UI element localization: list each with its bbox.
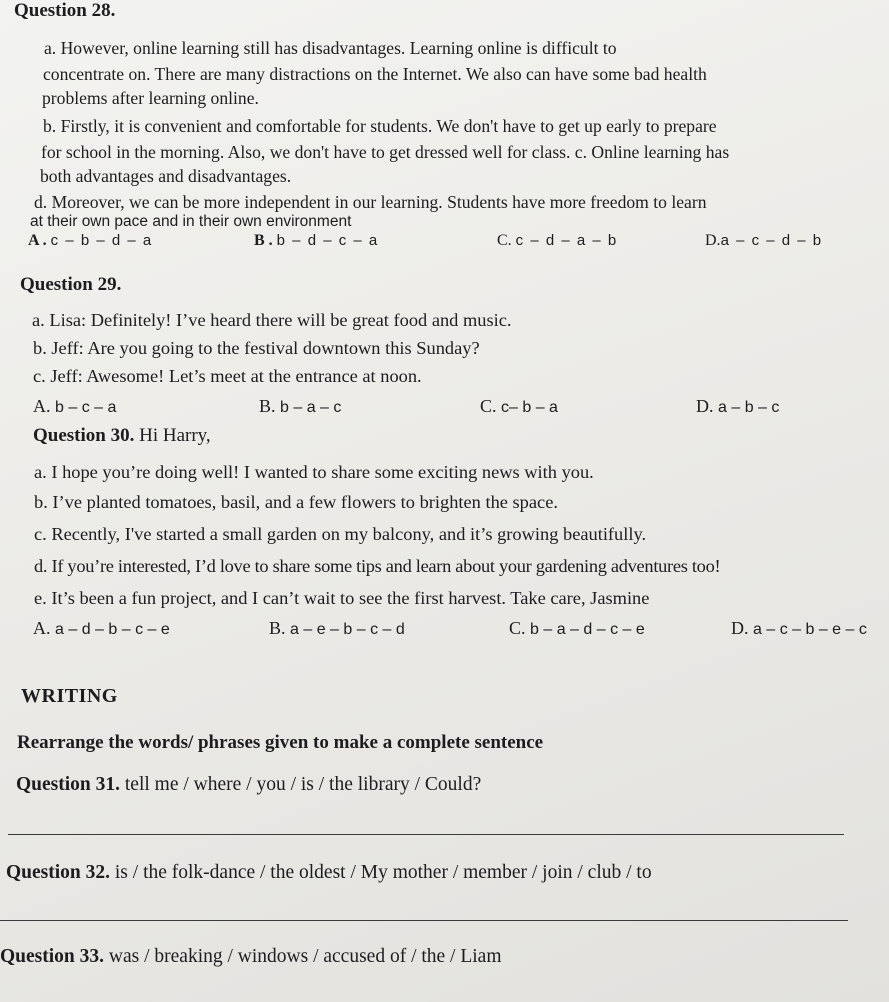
- option-text: a – e – b – c – d: [290, 621, 405, 638]
- q32-line: [6, 862, 652, 884]
- q30-option-c[interactable]: [509, 618, 645, 639]
- option-key: D.: [705, 232, 721, 249]
- q28-option-a[interactable]: [28, 232, 153, 250]
- option-key: B.: [269, 618, 286, 638]
- option-text: b – c – a: [55, 399, 117, 416]
- q30-title: Question 30.: [33, 425, 135, 446]
- q31-title: Question 31.: [16, 774, 121, 795]
- option-text: b – a – d – c – e: [530, 621, 645, 638]
- q30-option-b[interactable]: [269, 618, 405, 639]
- option-key: B .: [254, 232, 273, 249]
- q31-answer-line[interactable]: [8, 834, 844, 835]
- q28-options: [0, 232, 889, 256]
- q31-line: [16, 774, 481, 796]
- q30-item-d: d. If you’re interested, I’d love to share some tips and learn about your gardening adventures too!: [34, 556, 721, 576]
- q28-item-a-line3: problems after learning online.: [42, 88, 259, 108]
- option-text: a – b – c: [718, 399, 780, 416]
- option-text: a – d – b – c – e: [55, 621, 170, 638]
- q28-item-d-line1: d. Moreover, we can be more independent in our learning. Students have more freedom to learn: [34, 192, 707, 212]
- q29-option-a[interactable]: [33, 396, 116, 417]
- q28-title: Question 28.: [14, 0, 116, 21]
- q29-item-b: b. Jeff: Are you going to the festival downtown this Sunday?: [33, 338, 480, 358]
- q30-item-a: a. I hope you’re doing well! I wanted to share some exciting news with you.: [34, 462, 594, 482]
- q31-prompt: tell me / where / you / is / the library / Could?: [124, 774, 482, 795]
- q28-option-b[interactable]: [254, 232, 379, 250]
- q29-options: [0, 396, 889, 420]
- option-text: a – c – d – b: [720, 232, 823, 249]
- q29-title: Question 29.: [20, 274, 122, 295]
- q29-option-b[interactable]: [259, 396, 341, 417]
- q33-title: Question 33.: [0, 946, 105, 967]
- option-text: c – b – d – a: [50, 232, 153, 249]
- q30-header: [33, 425, 211, 447]
- q28-item-d-line2: at their own pace and in their own environment: [30, 213, 352, 230]
- option-key: C.: [497, 232, 512, 249]
- option-text: c– b – a: [501, 399, 558, 416]
- q30-option-d[interactable]: [731, 618, 867, 639]
- q29-item-c: c. Jeff: Awesome! Let’s meet at the entrance at noon.: [33, 366, 422, 386]
- option-key: B.: [259, 396, 276, 416]
- q28-item-b-line2: for school in the morning. Also, we don't have to get dressed well for class. c. Online learning has: [41, 142, 730, 162]
- q30-option-a[interactable]: [33, 618, 170, 639]
- q32-answer-line[interactable]: [0, 920, 848, 921]
- option-key: C.: [480, 396, 497, 416]
- q32-title: Question 32.: [6, 862, 111, 883]
- q28-item-a-line2: concentrate on. There are many distractions on the Internet. We also can have some bad health: [43, 64, 707, 84]
- q28-item-a-line1: a. However, online learning still has disadvantages. Learning online is difficult to: [44, 38, 617, 58]
- q33-line: [0, 946, 502, 968]
- q30-item-b: b. I’ve planted tomatoes, basil, and a few flowers to brighten the space.: [34, 492, 558, 512]
- q30-item-e: e. It’s been a fun project, and I can’t wait to see the first harvest. Take care, Jasmine: [34, 588, 650, 608]
- q28-item-b-line1: b. Firstly, it is convenient and comfortable for students. We don't have to get up early to prepare: [43, 116, 717, 136]
- option-key: A.: [33, 618, 51, 638]
- writing-heading: WRITING: [21, 685, 118, 707]
- option-key: D.: [696, 396, 714, 416]
- writing-instruction: Rearrange the words/ phrases given to make a complete sentence: [17, 732, 544, 753]
- q29-option-c[interactable]: [480, 396, 558, 417]
- option-key: D.: [731, 618, 749, 638]
- q33-prompt: was / breaking / windows / accused of / the / Liam: [108, 946, 502, 967]
- q29-item-a: a. Lisa: Definitely! I’ve heard there will be great food and music.: [32, 310, 512, 330]
- option-key: A.: [33, 396, 51, 416]
- option-key: C.: [509, 618, 526, 638]
- option-text: b – a – c: [280, 399, 342, 416]
- q28-item-b-line3: both advantages and disadvantages.: [40, 166, 292, 186]
- q30-options: [0, 618, 889, 642]
- q30-greeting: Hi Harry,: [139, 425, 211, 446]
- q28-option-d[interactable]: [705, 232, 823, 250]
- q28-option-c[interactable]: [497, 232, 618, 250]
- option-text: c – d – a – b: [515, 232, 618, 249]
- option-text: a – c – b – e – c: [753, 621, 867, 638]
- q30-item-c: c. Recently, I've started a small garden on my balcony, and it’s growing beautifully.: [34, 524, 647, 544]
- option-text: b – d – c – a: [276, 232, 379, 249]
- q29-option-d[interactable]: [696, 396, 779, 417]
- q32-prompt: is / the folk-dance / the oldest / My mother / member / join / club / to: [114, 862, 652, 883]
- option-key: A .: [28, 232, 47, 249]
